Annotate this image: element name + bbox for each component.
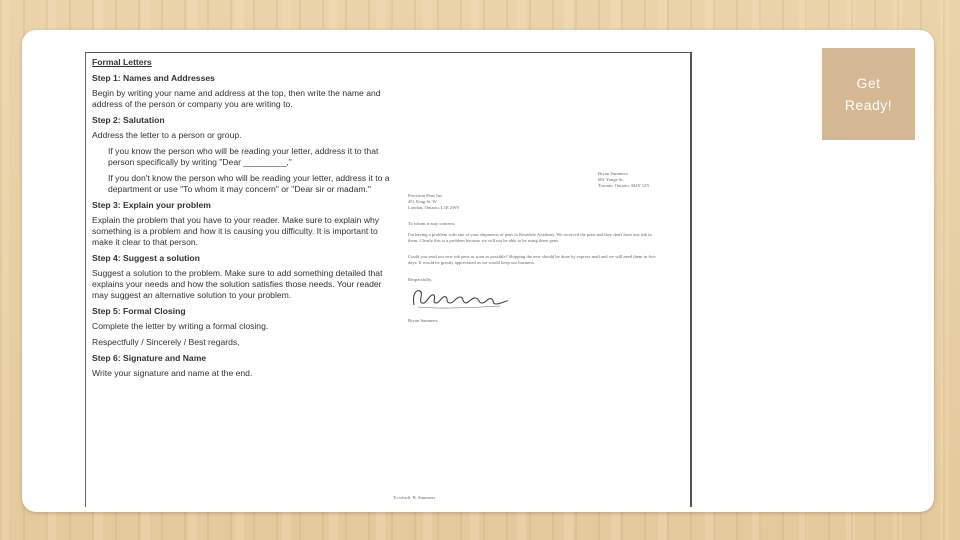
letter-solution-paragraph: Could you send our new ink pens as soon as possible? Shipping the new should be done by express mail and we will need them in five days. It would be greatly appreciated as we would keep our business. [408, 254, 656, 265]
step5-closing-examples: Respectfully / Sincerely / Best regards, [92, 337, 240, 347]
step1-heading: Step 1: Names and Addresses [92, 73, 215, 83]
instructions-column [92, 57, 392, 384]
step2-bullet-known: If you know the person who will be reading your letter, address it to that person specifically by writing "Dear _________," [108, 146, 379, 167]
recipient-company: Precision Pens Inc. [408, 193, 444, 198]
step5-heading: Step 5: Formal Closing [92, 306, 186, 316]
recipient-address [408, 193, 508, 211]
step1-text: Begin by writing your name and address at the top, then write the name and address of the person or company you are writing to. [92, 88, 381, 109]
letter-footer-note: To which: B. Summers [393, 495, 436, 500]
step4-text: Suggest a solution to the problem. Make sure to add something detailed that explains your needs and how the solution satisfies those needs. Your reader may suggest an alternative solution to your problem. [92, 268, 383, 300]
recipient-street: 451 King St. W [408, 199, 437, 204]
step6-text: Write your signature and name at the end. [92, 368, 253, 378]
slide-card [22, 30, 934, 512]
get-ready-badge [822, 48, 915, 140]
sender-city: Toronto, Ontario, M4Y 1Z5 [598, 183, 650, 188]
step4-heading: Step 4: Suggest a solution [92, 253, 200, 263]
sender-name: Bryan Summers [598, 171, 628, 176]
step2-bullet-unknown: If you don't know the person who will be reading your letter, address it to a department or use "To whom it may concern" or "Dear sir or madam." [108, 173, 390, 194]
step3-heading: Step 3: Explain your problem [92, 200, 211, 210]
sender-address [598, 171, 668, 189]
handwritten-signature [408, 285, 518, 311]
get-ready-line1: Get [856, 75, 881, 91]
step2-text: Address the letter to a person or group. [92, 130, 242, 140]
worksheet-title: Formal Letters [92, 57, 152, 67]
letter-greeting: To whom it may concern, [408, 221, 456, 226]
sender-street: 681 Yonge St. [598, 177, 624, 182]
step6-heading: Step 6: Signature and Name [92, 353, 207, 363]
get-ready-line2: Ready! [844, 97, 893, 113]
recipient-city: London, Ontario, L1E 2W9 [408, 205, 459, 210]
step2-heading: Step 2: Salutation [92, 115, 165, 125]
step5-text: Complete the letter by writing a formal closing. [92, 321, 269, 331]
scanned-worksheet [85, 52, 692, 507]
letter-signed-name: Bryan Summers [408, 318, 438, 323]
step3-text: Explain the problem that you have to your reader. Make sure to explain why something is a problem and how it is causing you difficulty. It is important to make it clear to that person. [92, 215, 380, 247]
letter-closing: Respectfully, [408, 277, 433, 282]
letter-problem-paragraph: I'm having a problem with one of your shipments of pens to Rosedale Academy. We received the pens and they don't have any ink in them. Clearly this is a problem because we will not be able to be using these pens. [408, 232, 652, 243]
